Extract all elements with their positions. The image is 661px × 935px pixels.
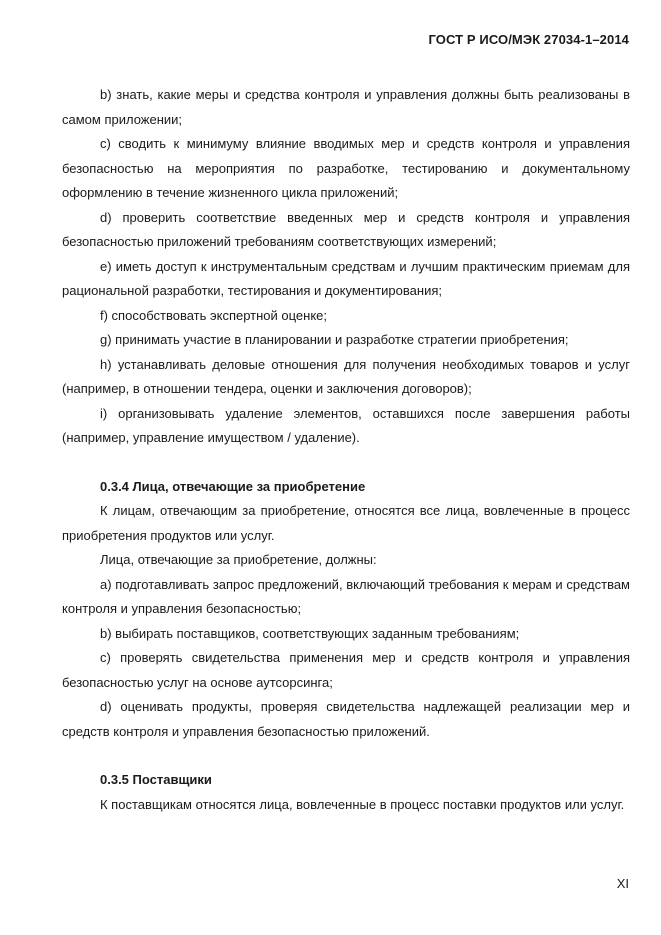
paragraph: К поставщикам относятся лица, вовлеченные в процесс поставки продуктов или услуг. bbox=[100, 796, 625, 812]
list-item: i) организовывать удаление элементов, оставшихся после завершения работы (например, управление имуществом / удаление). bbox=[62, 405, 630, 445]
list-item: g) принимать участие в планировании и разработке стратегии приобретения; bbox=[100, 332, 569, 347]
paragraph: К лицам, отвечающим за приобретение, относятся все лица, вовлеченные в процесс приобретения продуктов или услуг. bbox=[62, 503, 630, 543]
page-number: XI bbox=[616, 876, 629, 891]
list-item: f) способствовать экспертной оценке; bbox=[100, 307, 328, 323]
list-item: d) проверить соответствие введенных мер и средств контроля и управления безопасностью приложений требованиям соответствующих измерений; bbox=[62, 209, 630, 249]
list-item: b) выбирать поставщиков, соответствующих заданным требованиям; bbox=[100, 625, 520, 641]
list-item: b) знать, какие меры и средства контроля и управления должны быть реализованы в самом приложении; bbox=[62, 87, 630, 127]
list-item: h) устанавливать деловые отношения для получения необходимых товаров и услуг (например, в отношении тендера, оценки и заключения договоров); bbox=[62, 356, 630, 396]
document-body bbox=[62, 83, 630, 817]
list-item: c) проверять свидетельства применения мер и средств контроля и управления безопасностью услуг на основе аутсорсинга; bbox=[62, 650, 630, 690]
list-item: a) подготавливать запрос предложений, включающий требования к мерам и средствам контроля и управления безопасностью; bbox=[62, 576, 630, 616]
list-item: e) иметь доступ к инструментальным средствам и лучшим практическим приемам для рациональной разработки, тестирования и документирования; bbox=[62, 258, 630, 298]
section-heading: 0.3.5 Поставщики bbox=[100, 772, 212, 787]
document-header: ГОСТ Р ИСО/МЭК 27034-1–2014 bbox=[428, 32, 629, 47]
list-item: d) оценивать продукты, проверяя свидетельства надлежащей реализации мер и средств контроля и управления безопасностью приложений. bbox=[62, 699, 630, 739]
list-item: c) сводить к минимуму влияние вводимых мер и средств контроля и управления безопасностью на мероприятия по разработке, тестированию и документальному оформлению в течение жизненного цикла приложений; bbox=[62, 136, 630, 200]
section-heading: 0.3.4 Лица, отвечающие за приобретение bbox=[100, 478, 366, 494]
paragraph: Лица, отвечающие за приобретение, должны: bbox=[100, 552, 377, 567]
